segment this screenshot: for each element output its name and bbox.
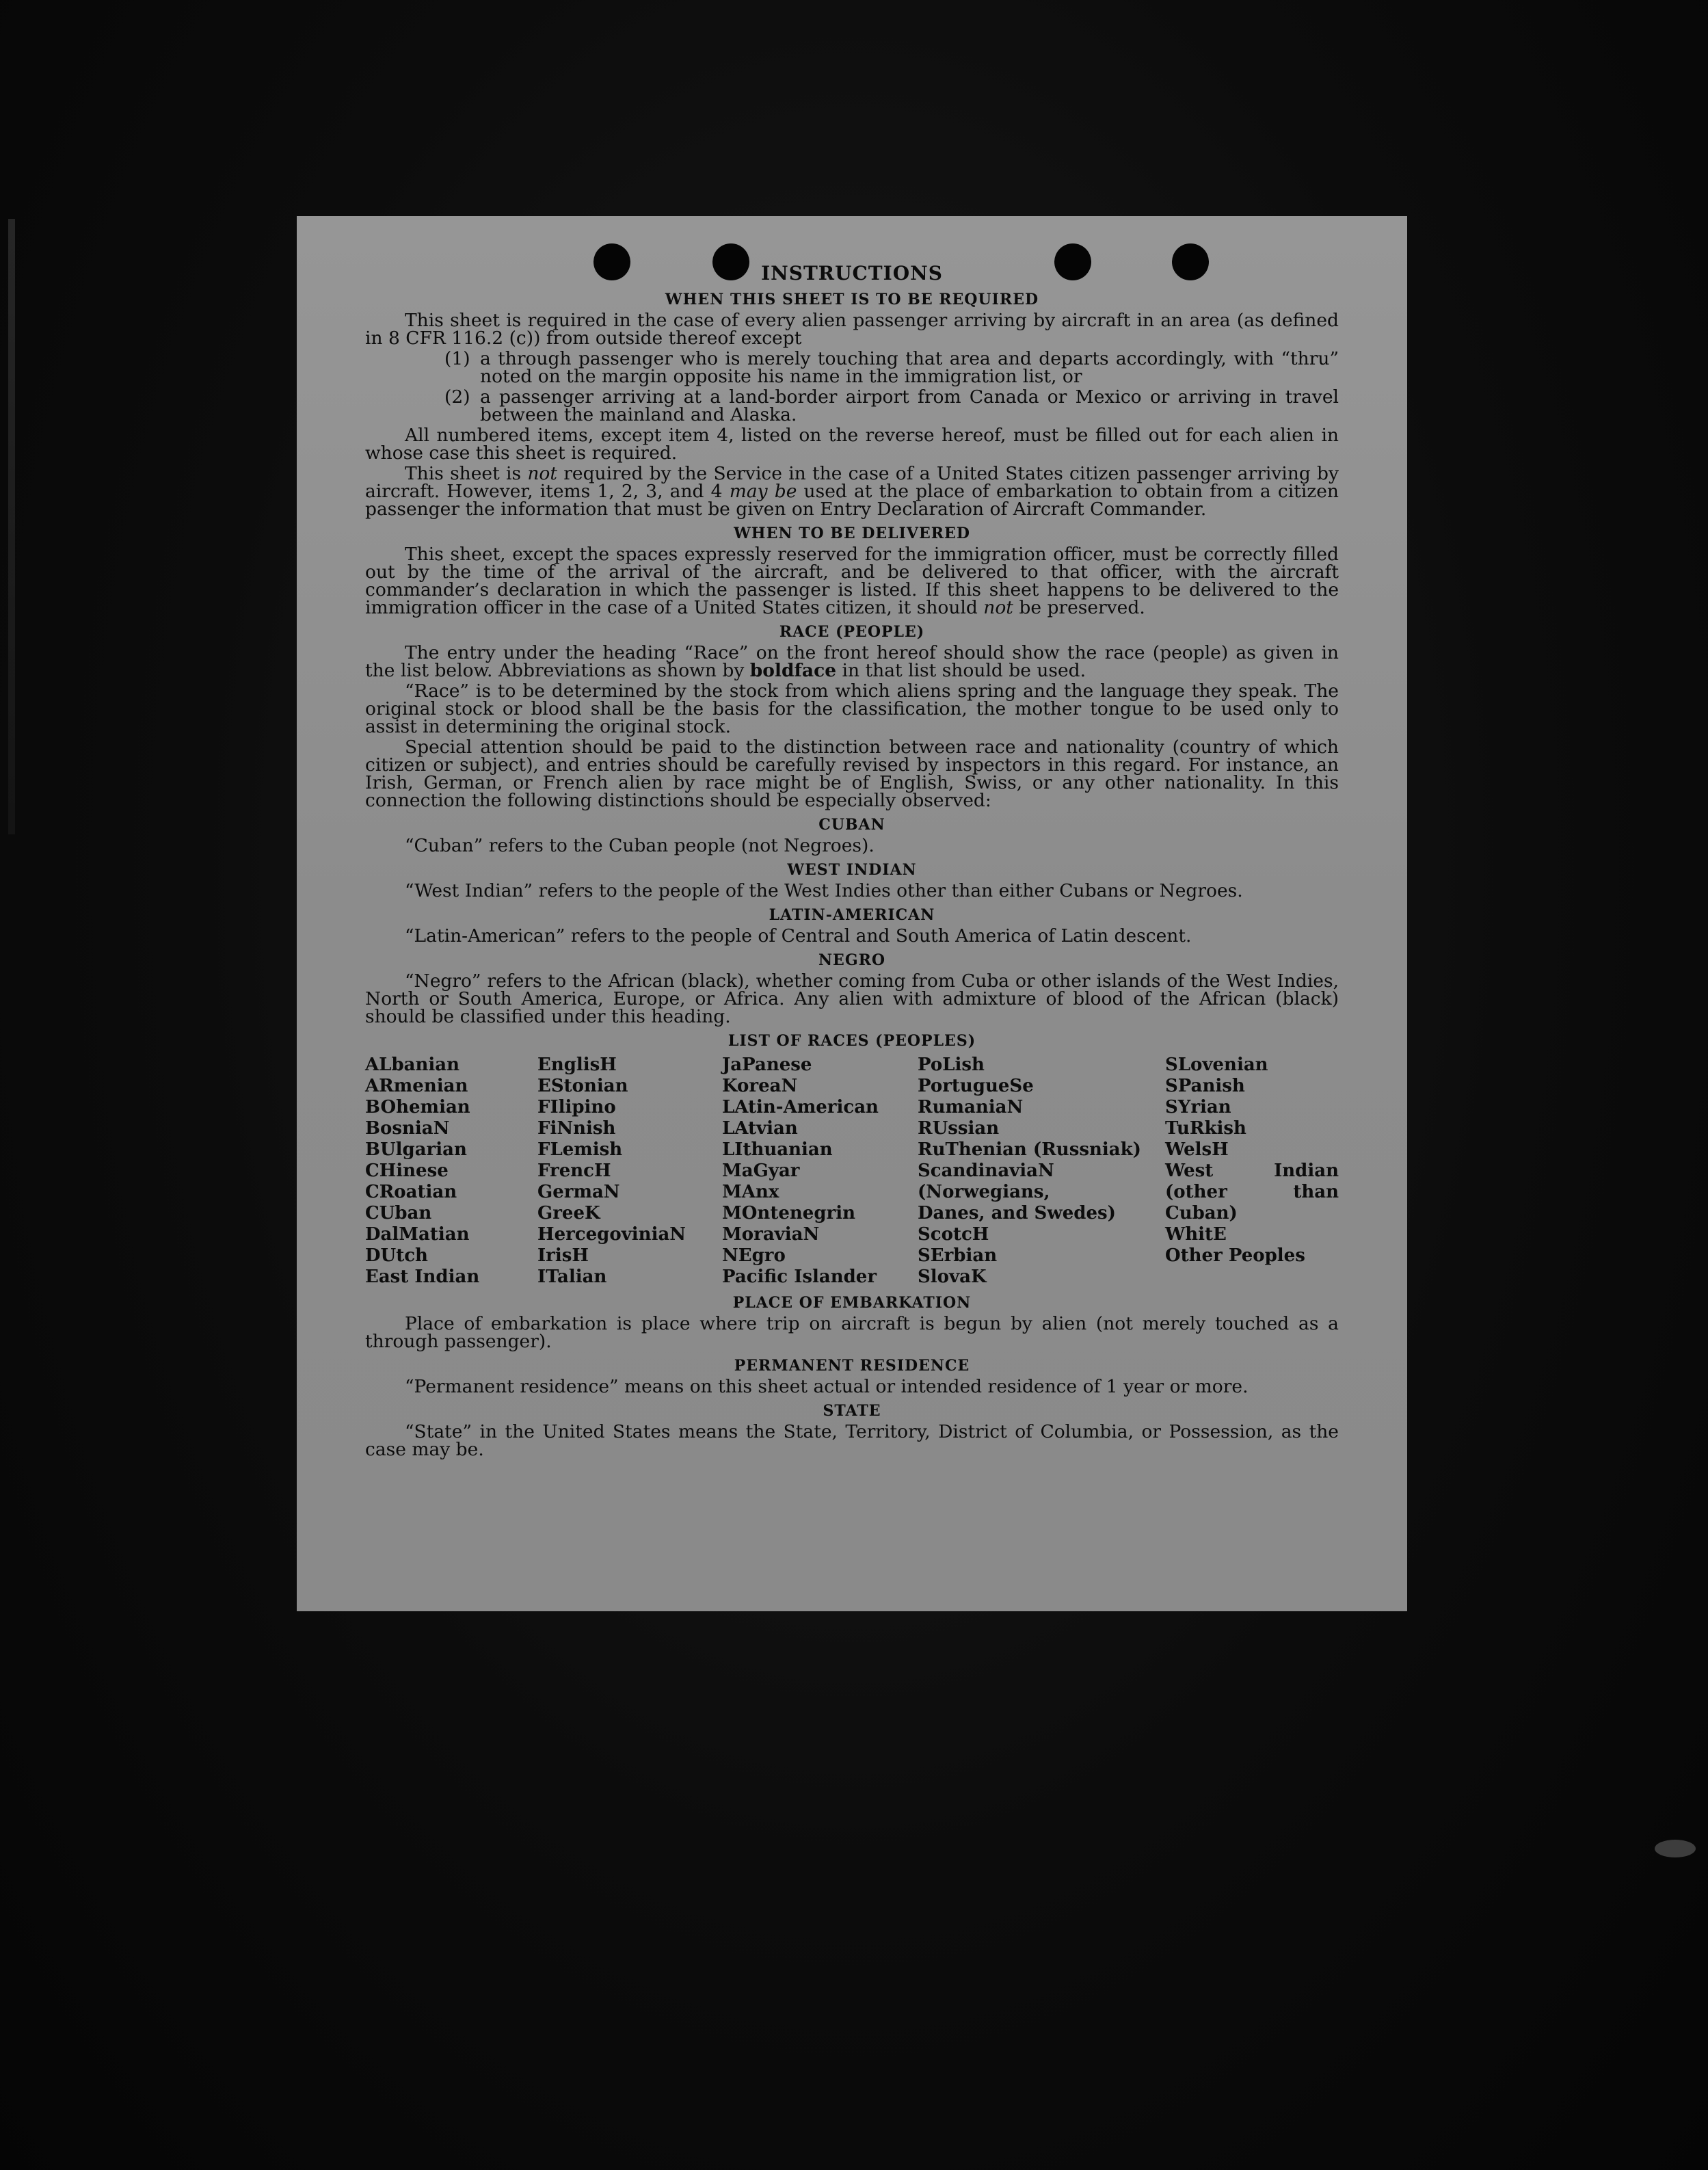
race-entry: RumaniaN [918,1097,1024,1117]
exception-item-1 [365,350,1339,386]
race-entry: EStonian [537,1076,628,1096]
race-entry: FiNnish [537,1118,616,1139]
race-entry: WhitE [1165,1224,1227,1245]
exception-item-2 [365,388,1339,424]
text-run: This sheet is [405,463,528,484]
exception-text: a through passenger who is merely touching that area and departs accordingly, with “thru” noted on the margin opposite his name in the immigration list, or [480,348,1339,387]
heading-when-required: WHEN THIS SHEET IS TO BE REQUIRED [665,291,1039,308]
race-entry: EnglisH [537,1055,617,1075]
race-entry: ITalian [537,1267,607,1287]
paragraph-state: “State” in the United States means the State, Territory, District of Columbia, or Possession, as the case may be. [365,1421,1339,1460]
race-entry: CHinese [365,1161,449,1181]
text-run: The entry under the heading “Race” on the front hereof should show the race (people) as given in the list below. Abbreviations as shown by [365,642,1339,681]
text-run: required by the Service in the case of a United States citizen passenger arriving by aircraft. However, items 1, 2, 3, and 4 [365,463,1339,502]
race-entry: PoLish [918,1055,985,1075]
paragraph-residence: “Permanent residence” means on this sheet actual or intended residence of 1 year or more. [405,1376,1249,1397]
race-column-1 [365,1055,537,1288]
paragraph-race-entry [365,644,1339,680]
race-entry: TuRkish [1165,1118,1246,1139]
race-entry: BOhemian [365,1097,470,1117]
text-run-bold: boldface [749,660,837,681]
race-entry: BosniaN [365,1118,450,1139]
race-entry: SErbian [918,1245,998,1266]
race-entry: Pacific Islander [722,1267,877,1287]
race-entry: FLemish [537,1139,623,1160]
heading-state: STATE [823,1402,881,1420]
paragraph-negro: “Negro” refers to the African (black), whether coming from Cuba or other islands of the West Indies, North or South America, Europe, or Africa. Any alien with admixture of blood of the African (black) should be classified under this heading. [365,970,1339,1027]
exception-number: (2) [444,386,470,408]
paragraph-west-indian: “West Indian” refers to the people of the West Indies other than either Cubans or Negroes. [405,880,1243,901]
race-entry: ScandinaviaN (Norwegians, Danes, and Swedes) [918,1161,1116,1223]
text-run: used at the place of embarkation to obtain from a citizen passenger the information that must be given on Entry Declaration of Aircraft Commander. [365,481,1339,520]
race-column-4 [918,1055,1165,1288]
race-entry: NEgro [722,1245,786,1266]
race-entry: ScotcH [918,1224,989,1245]
heading-when-delivered: WHEN TO BE DELIVERED [734,525,970,542]
race-entry: SlovaK [918,1267,987,1287]
race-entry: CUban [365,1203,432,1223]
heading-latin-american: LATIN-AMERICAN [769,906,935,924]
race-entry: GermaN [537,1182,620,1202]
heading-cuban: CUBAN [818,816,885,834]
paragraph-delivered [365,546,1339,617]
race-entry: ALbanian [365,1055,460,1075]
document-content [365,263,1339,1461]
race-entry: Other Peoples [1165,1245,1305,1266]
paragraph-latin-american: “Latin-American” refers to the people of Central and South America of Latin descent. [405,925,1192,947]
race-entry: SYrian [1165,1097,1231,1117]
text-run: This sheet, except the spaces expressly reserved for the immigration officer, must be correctly filled out by the time of the arrival of the aircraft, and be delivered to that officer, with the aircraft commander’s declaration in which the passenger is listed. If this sheet happens to be delivered to the immigration officer in the case of a United States citizen, it should [365,544,1339,618]
text-run-italic: may be [729,481,797,502]
race-column-3 [722,1055,918,1288]
race-entry: PortugueSe [918,1076,1034,1096]
heading-west-indian: WEST INDIAN [787,861,917,879]
race-entry: MoraviaN [722,1224,820,1245]
race-entry: MOntenegrin [722,1203,855,1223]
race-entry: SLovenian [1165,1055,1268,1075]
text-run: be preserved. [1013,597,1145,618]
race-entry: CRoatian [365,1182,457,1202]
text-run: in that list should be used. [836,660,1086,681]
paragraph-race-nationality: Special attention should be paid to the distinction between race and nationality (country of which citizen or subject), and entries should be carefully revised by inspectors in this regard. For instance, an Irish, German, or French alien by race might be of English, Swiss, or any other nationality. In this connection the following distinctions should be especially observed: [365,737,1339,811]
heading-list-of-races: LIST OF RACES (PEOPLES) [728,1032,976,1050]
race-entry: WelsH [1165,1139,1229,1160]
heading-negro: NEGRO [818,951,886,969]
race-column-2 [537,1055,722,1288]
text-run-italic: not [983,597,1013,618]
paragraph-cuban: “Cuban” refers to the Cuban people (not Negroes). [405,835,875,856]
paragraph-required: This sheet is required in the case of every alien passenger arriving by aircraft in an area (as defined in 8 CFR 116.2 (c)) from outside thereof except [365,310,1339,349]
race-entry: MaGyar [722,1161,800,1181]
exception-text: a passenger arriving at a land-border airport from Canada or Mexico or arriving in travel between the mainland and Alaska. [480,386,1339,425]
exception-number: (1) [444,348,470,369]
document-sheet [297,216,1407,1611]
race-entry: MAnx [722,1182,779,1202]
heading-residence: PERMANENT RESIDENCE [734,1357,970,1375]
race-entry: RuThenian (Russniak) [918,1139,1141,1160]
race-entry: JaPanese [722,1055,812,1075]
heading-embarkation: PLACE OF EMBARKATION [732,1294,972,1312]
race-entry: ARmenian [365,1076,468,1096]
heading-race: RACE (PEOPLE) [779,623,925,641]
race-list [365,1055,1339,1288]
race-entry: LIthuanian [722,1139,833,1160]
race-entry: IrisH [537,1245,589,1266]
race-entry: DUtch [365,1245,428,1266]
race-entry: LAtin-American [722,1097,879,1117]
paragraph-numbered-items: All numbered items, except item 4, listed on the reverse hereof, must be filled out for each alien in whose case this sheet is required. [365,425,1339,464]
race-entry: HercegoviniaN [537,1224,686,1245]
race-entry: East Indian [365,1267,480,1287]
race-entry: FIlipino [537,1097,616,1117]
race-entry: SPanish [1165,1076,1245,1096]
race-entry: GreeK [537,1203,600,1223]
film-edge-left [8,219,15,834]
film-edge-mark [1655,1840,1696,1857]
race-entry: DalMatian [365,1224,470,1245]
document-title: INSTRUCTIONS [761,262,943,285]
paragraph-race-stock: “Race” is to be determined by the stock from which aliens spring and the language they speak. The original stock or blood shall be the basis for the classification, the mother tongue to be used only to assist in determining the original stock. [365,680,1339,737]
race-entry: KoreaN [722,1076,798,1096]
race-column-5 [1165,1055,1339,1288]
race-entry: RUssian [918,1118,1000,1139]
race-entry: West Indian (other than Cuban) [1165,1161,1339,1223]
paragraph-citizen [365,465,1339,518]
paragraph-embarkation: Place of embarkation is place where trip on aircraft is begun by alien (not merely touched as a through passenger). [365,1313,1339,1352]
race-entry: LAtvian [722,1118,798,1139]
race-entry: FrencH [537,1161,611,1181]
race-entry: BUlgarian [365,1139,467,1160]
text-run-italic: not [527,463,557,484]
